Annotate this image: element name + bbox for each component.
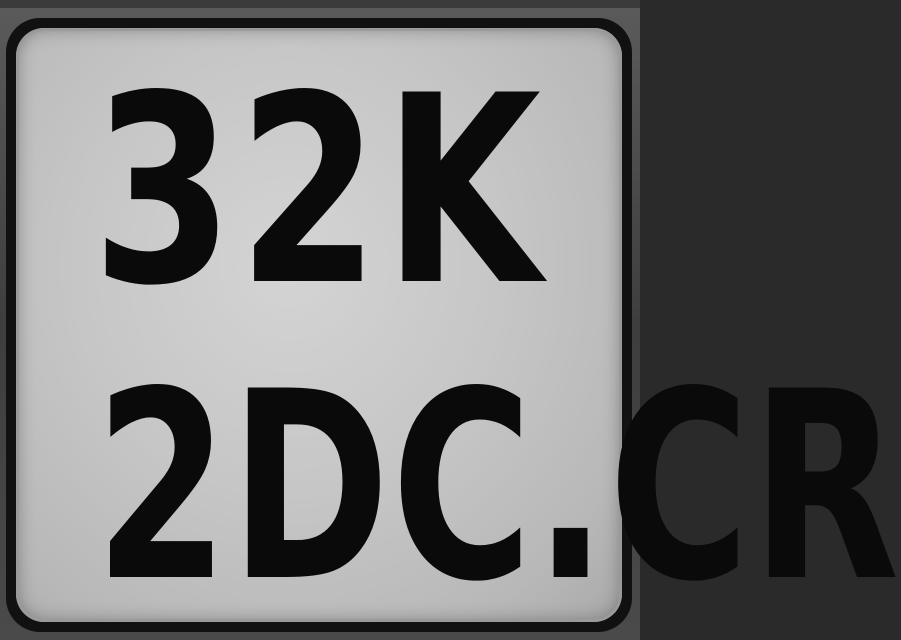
license-plate-face <box>16 28 901 639</box>
license-plate <box>6 18 901 639</box>
plate-line-2: 2DC.CR <box>94 337 901 639</box>
plate-line-1: 32K <box>92 41 546 343</box>
